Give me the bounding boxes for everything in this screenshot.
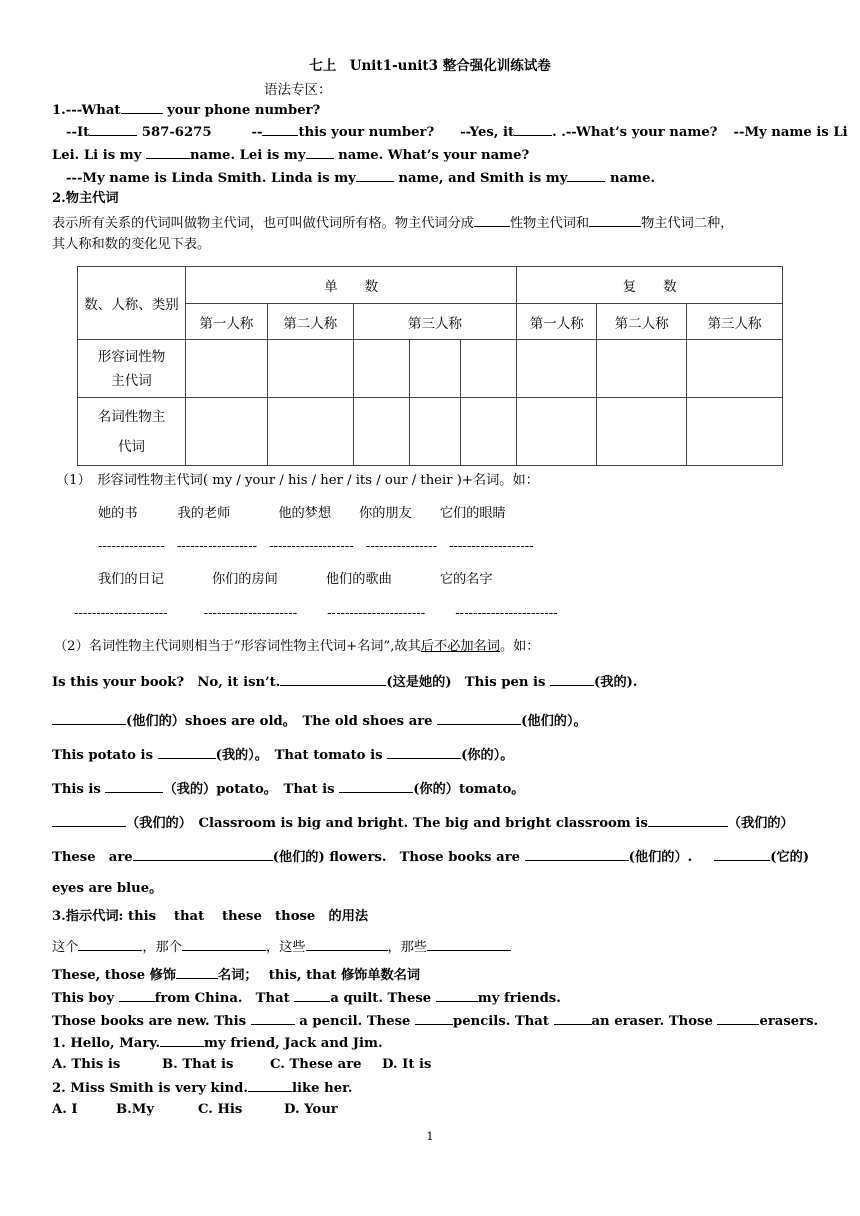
section-subtitle: 语法专区： [264, 82, 332, 98]
phrase: 你的朋友 [359, 506, 412, 521]
option[interactable]: C. His [198, 1102, 243, 1117]
phrase: 他们的歌曲 [325, 572, 392, 587]
text: 名词； this, that 修饰单数名词 [218, 968, 421, 983]
text: （我的）potato。 That is [163, 782, 340, 797]
blank[interactable] [176, 965, 218, 979]
text: 物主代词二种， [641, 216, 734, 231]
text: (他们的) flowers. Those books are [272, 850, 525, 865]
page-number: 1 [426, 1130, 434, 1143]
singular-header: 单 数 [185, 267, 516, 304]
answer-line[interactable]: ----------------------- [455, 606, 558, 621]
text: an eraser. Those [591, 1014, 718, 1029]
text: (我的）。 That tomato is [215, 748, 388, 763]
text: like her. [292, 1081, 353, 1096]
answer-line[interactable]: ------------------- [269, 539, 354, 554]
blank[interactable] [554, 1011, 592, 1025]
blank[interactable] [550, 672, 594, 686]
option[interactable]: C. These are [270, 1057, 362, 1072]
text: （我们的） [727, 816, 794, 831]
text: my friend, Jack and Jim. [204, 1036, 383, 1051]
text: a pencil. These [294, 1014, 416, 1029]
blank[interactable] [52, 711, 126, 725]
blank[interactable] [280, 672, 386, 686]
answer-line[interactable]: ------------------- [449, 539, 534, 554]
text: This potato is [52, 748, 158, 763]
text: name. [605, 171, 656, 186]
text: This is [52, 782, 106, 797]
phrase: 她的书 [98, 506, 138, 521]
question-1-options [52, 1056, 814, 1074]
table-cell[interactable] [409, 340, 461, 398]
blank[interactable] [648, 813, 728, 827]
blank[interactable] [262, 122, 298, 136]
text: (你的）。 [461, 748, 514, 763]
table-cell[interactable] [267, 340, 353, 398]
text: 1.---What [52, 103, 121, 118]
question-2-options [52, 1101, 814, 1119]
blank[interactable] [436, 988, 478, 1002]
s1-line2 [66, 122, 848, 142]
blank[interactable] [474, 213, 510, 227]
s2-heading: 2.物主代词 [52, 191, 119, 206]
table-cell[interactable] [409, 398, 461, 466]
answer-line[interactable]: --------------------- [203, 606, 298, 621]
answer-line[interactable]: ---------------------- [327, 606, 426, 621]
phrase: 我的老师 [177, 506, 231, 521]
person-header: 第二人称 [267, 304, 353, 340]
person-header: 第三人称 [687, 304, 783, 340]
blank[interactable] [78, 937, 142, 951]
text: 性物主代词和 [510, 216, 590, 231]
table-cell[interactable] [517, 340, 597, 398]
text: These are [52, 850, 133, 865]
text: Lei. Li is my [52, 148, 146, 163]
phrase: 它们的眼睛 [439, 506, 506, 521]
row-header-nominal [78, 398, 186, 466]
blank[interactable] [146, 145, 190, 159]
example-4 [52, 779, 814, 799]
blank[interactable] [306, 937, 388, 951]
text: Those books are new. This [52, 1014, 251, 1029]
s2-intro1 [52, 213, 814, 233]
text: These, those 修饰 [52, 968, 177, 983]
answer-line[interactable]: ------------------ [176, 539, 258, 554]
blank[interactable] [52, 813, 126, 827]
answer-line[interactable]: ---------------- [365, 539, 438, 554]
s2-point2 [54, 638, 814, 656]
phrase: 他的梦想 [278, 506, 332, 521]
blank[interactable] [294, 988, 330, 1002]
text: 。如： [499, 639, 540, 654]
phrase: 你们的房间 [211, 572, 278, 587]
s1-line4 [66, 168, 814, 188]
example-6-cont: eyes are blue。 [52, 881, 163, 896]
table-cell[interactable] [267, 398, 353, 466]
row-header-adjectival [78, 340, 186, 398]
s3-line3 [52, 988, 814, 1008]
s1-line3 [52, 145, 814, 165]
table-cell[interactable] [597, 340, 687, 398]
blank[interactable] [437, 711, 521, 725]
blank[interactable] [133, 847, 273, 861]
person-header: 第一人称 [517, 304, 597, 340]
answer-line[interactable]: --------------- [98, 539, 165, 554]
person-header: 第二人称 [597, 304, 687, 340]
text: my friends. [477, 991, 561, 1006]
blank[interactable] [589, 213, 641, 227]
text: name. Lei is my [189, 148, 306, 163]
option[interactable]: A. I [52, 1102, 78, 1117]
text: --My name is Li [733, 125, 848, 140]
table-cell[interactable] [353, 398, 409, 466]
blank[interactable] [121, 100, 163, 114]
blank[interactable] [387, 745, 461, 759]
example-6 [52, 847, 814, 867]
text: 这个 [52, 940, 79, 955]
text: your phone number? [162, 103, 321, 118]
plural-header: 复 数 [517, 267, 783, 304]
blank[interactable] [160, 1033, 204, 1047]
text: (这是她的) This pen is [386, 675, 551, 690]
s2-point1: （1） 形容词性物主代词( my / your / his / her / its / our / their )+名词。如： [56, 473, 539, 488]
text: (他们的）. [628, 850, 693, 865]
example-5 [52, 813, 814, 833]
blank[interactable] [248, 1078, 292, 1092]
s3-line4 [52, 1011, 819, 1031]
text: a quilt. These [330, 991, 436, 1006]
blank[interactable] [356, 168, 394, 182]
text: ，这些 [265, 940, 306, 955]
text: -- [251, 125, 263, 140]
text: name, and Smith is my [393, 171, 568, 186]
text: (你的）tomato。 [413, 782, 525, 797]
s3-heading: 3.指示代词: this that these those 的用法 [52, 909, 369, 924]
option[interactable]: D. Your [284, 1102, 338, 1117]
phrases-row2 [98, 571, 814, 589]
blank[interactable] [339, 779, 413, 793]
table-cell[interactable] [353, 340, 409, 398]
s1-line1 [52, 100, 814, 120]
table-cell[interactable] [185, 340, 267, 398]
text: 1. Hello, Mary. [52, 1036, 161, 1051]
phrase: 我们的日记 [98, 572, 164, 587]
text: Is this your book? No, it isn’t. [52, 675, 281, 690]
text: (他们的）。 [521, 714, 587, 729]
text: from China. That [154, 991, 295, 1006]
blank[interactable] [717, 1011, 759, 1025]
table-cell[interactable] [185, 398, 267, 466]
text: 表示所有关系的代词叫做物主代词，也可叫做代词所有格。物主代词分成 [52, 216, 474, 231]
possessive-pronoun-table [77, 266, 783, 466]
blank[interactable] [427, 937, 511, 951]
text: （2）名词性物主代词则相当于“形容词性物主代词+名词”,故其 [54, 639, 421, 654]
person-header: 第一人称 [185, 304, 267, 340]
text: name. What’s your name? [333, 148, 530, 163]
text: 587-6275 [137, 125, 212, 140]
s3-line2 [52, 965, 814, 985]
page-title: 七上 Unit1-unit3 整合强化训练试卷 [309, 58, 551, 74]
table-corner-header: 数、人称、类别 [78, 267, 186, 340]
text: 2. Miss Smith is very kind. [52, 1081, 248, 1096]
dashes-row2 [74, 605, 814, 623]
table-cell[interactable] [687, 340, 783, 398]
text: ，那些 [387, 940, 428, 955]
text: （我们的） Classroom is big and bright. The big and bright classroom is [126, 816, 648, 831]
blank[interactable] [251, 1011, 295, 1025]
option[interactable]: D. It is [382, 1057, 432, 1072]
blank[interactable] [89, 122, 137, 136]
table-cell[interactable] [461, 398, 517, 466]
text: 后不必加名词 [420, 639, 500, 654]
table-cell[interactable] [461, 340, 517, 398]
phrase: 它的名字 [439, 572, 493, 587]
blank[interactable] [714, 847, 770, 861]
text: . .--What’s your name? [552, 125, 718, 140]
text: --It [66, 125, 90, 140]
text: ，那个 [142, 940, 182, 955]
text: This boy [52, 991, 119, 1006]
question-1 [52, 1033, 814, 1053]
blank[interactable] [514, 122, 552, 136]
example-2 [52, 711, 814, 731]
text: (他们的）shoes are old。 The old shoes are [126, 714, 438, 729]
text: pencils. That [453, 1014, 554, 1029]
dashes-row1 [98, 538, 814, 556]
option[interactable]: A. This is [52, 1057, 121, 1072]
person-header: 第三人称 [353, 304, 517, 340]
s2-intro2: 其人称和数的变化见下表。 [52, 237, 211, 252]
text: (我的). [594, 675, 638, 690]
phrases-row1 [98, 505, 814, 523]
text: 名词性物主代词 [97, 408, 166, 455]
table-cell[interactable] [597, 398, 687, 466]
text: (它的) [770, 850, 810, 865]
example-3 [52, 745, 814, 765]
text: 形容词性物主代词 [97, 348, 166, 389]
blank[interactable] [119, 988, 155, 1002]
s3-line1 [52, 937, 814, 957]
option[interactable]: B.My [116, 1102, 154, 1117]
blank[interactable] [525, 847, 629, 861]
blank[interactable] [567, 168, 605, 182]
blank[interactable] [415, 1011, 453, 1025]
blank[interactable] [182, 937, 266, 951]
table-cell[interactable] [517, 398, 597, 466]
example-1 [52, 672, 814, 692]
question-2 [52, 1078, 814, 1098]
option[interactable]: B. That is [162, 1057, 234, 1072]
table-cell[interactable] [687, 398, 783, 466]
blank[interactable] [306, 145, 334, 159]
text: --Yes, it [460, 125, 515, 140]
text: ---My name is Linda Smith. Linda is my [66, 171, 356, 186]
text: this your number? [298, 125, 435, 140]
blank[interactable] [158, 745, 216, 759]
text: erasers. [759, 1014, 819, 1029]
blank[interactable] [105, 779, 163, 793]
answer-line[interactable]: --------------------- [74, 606, 168, 621]
